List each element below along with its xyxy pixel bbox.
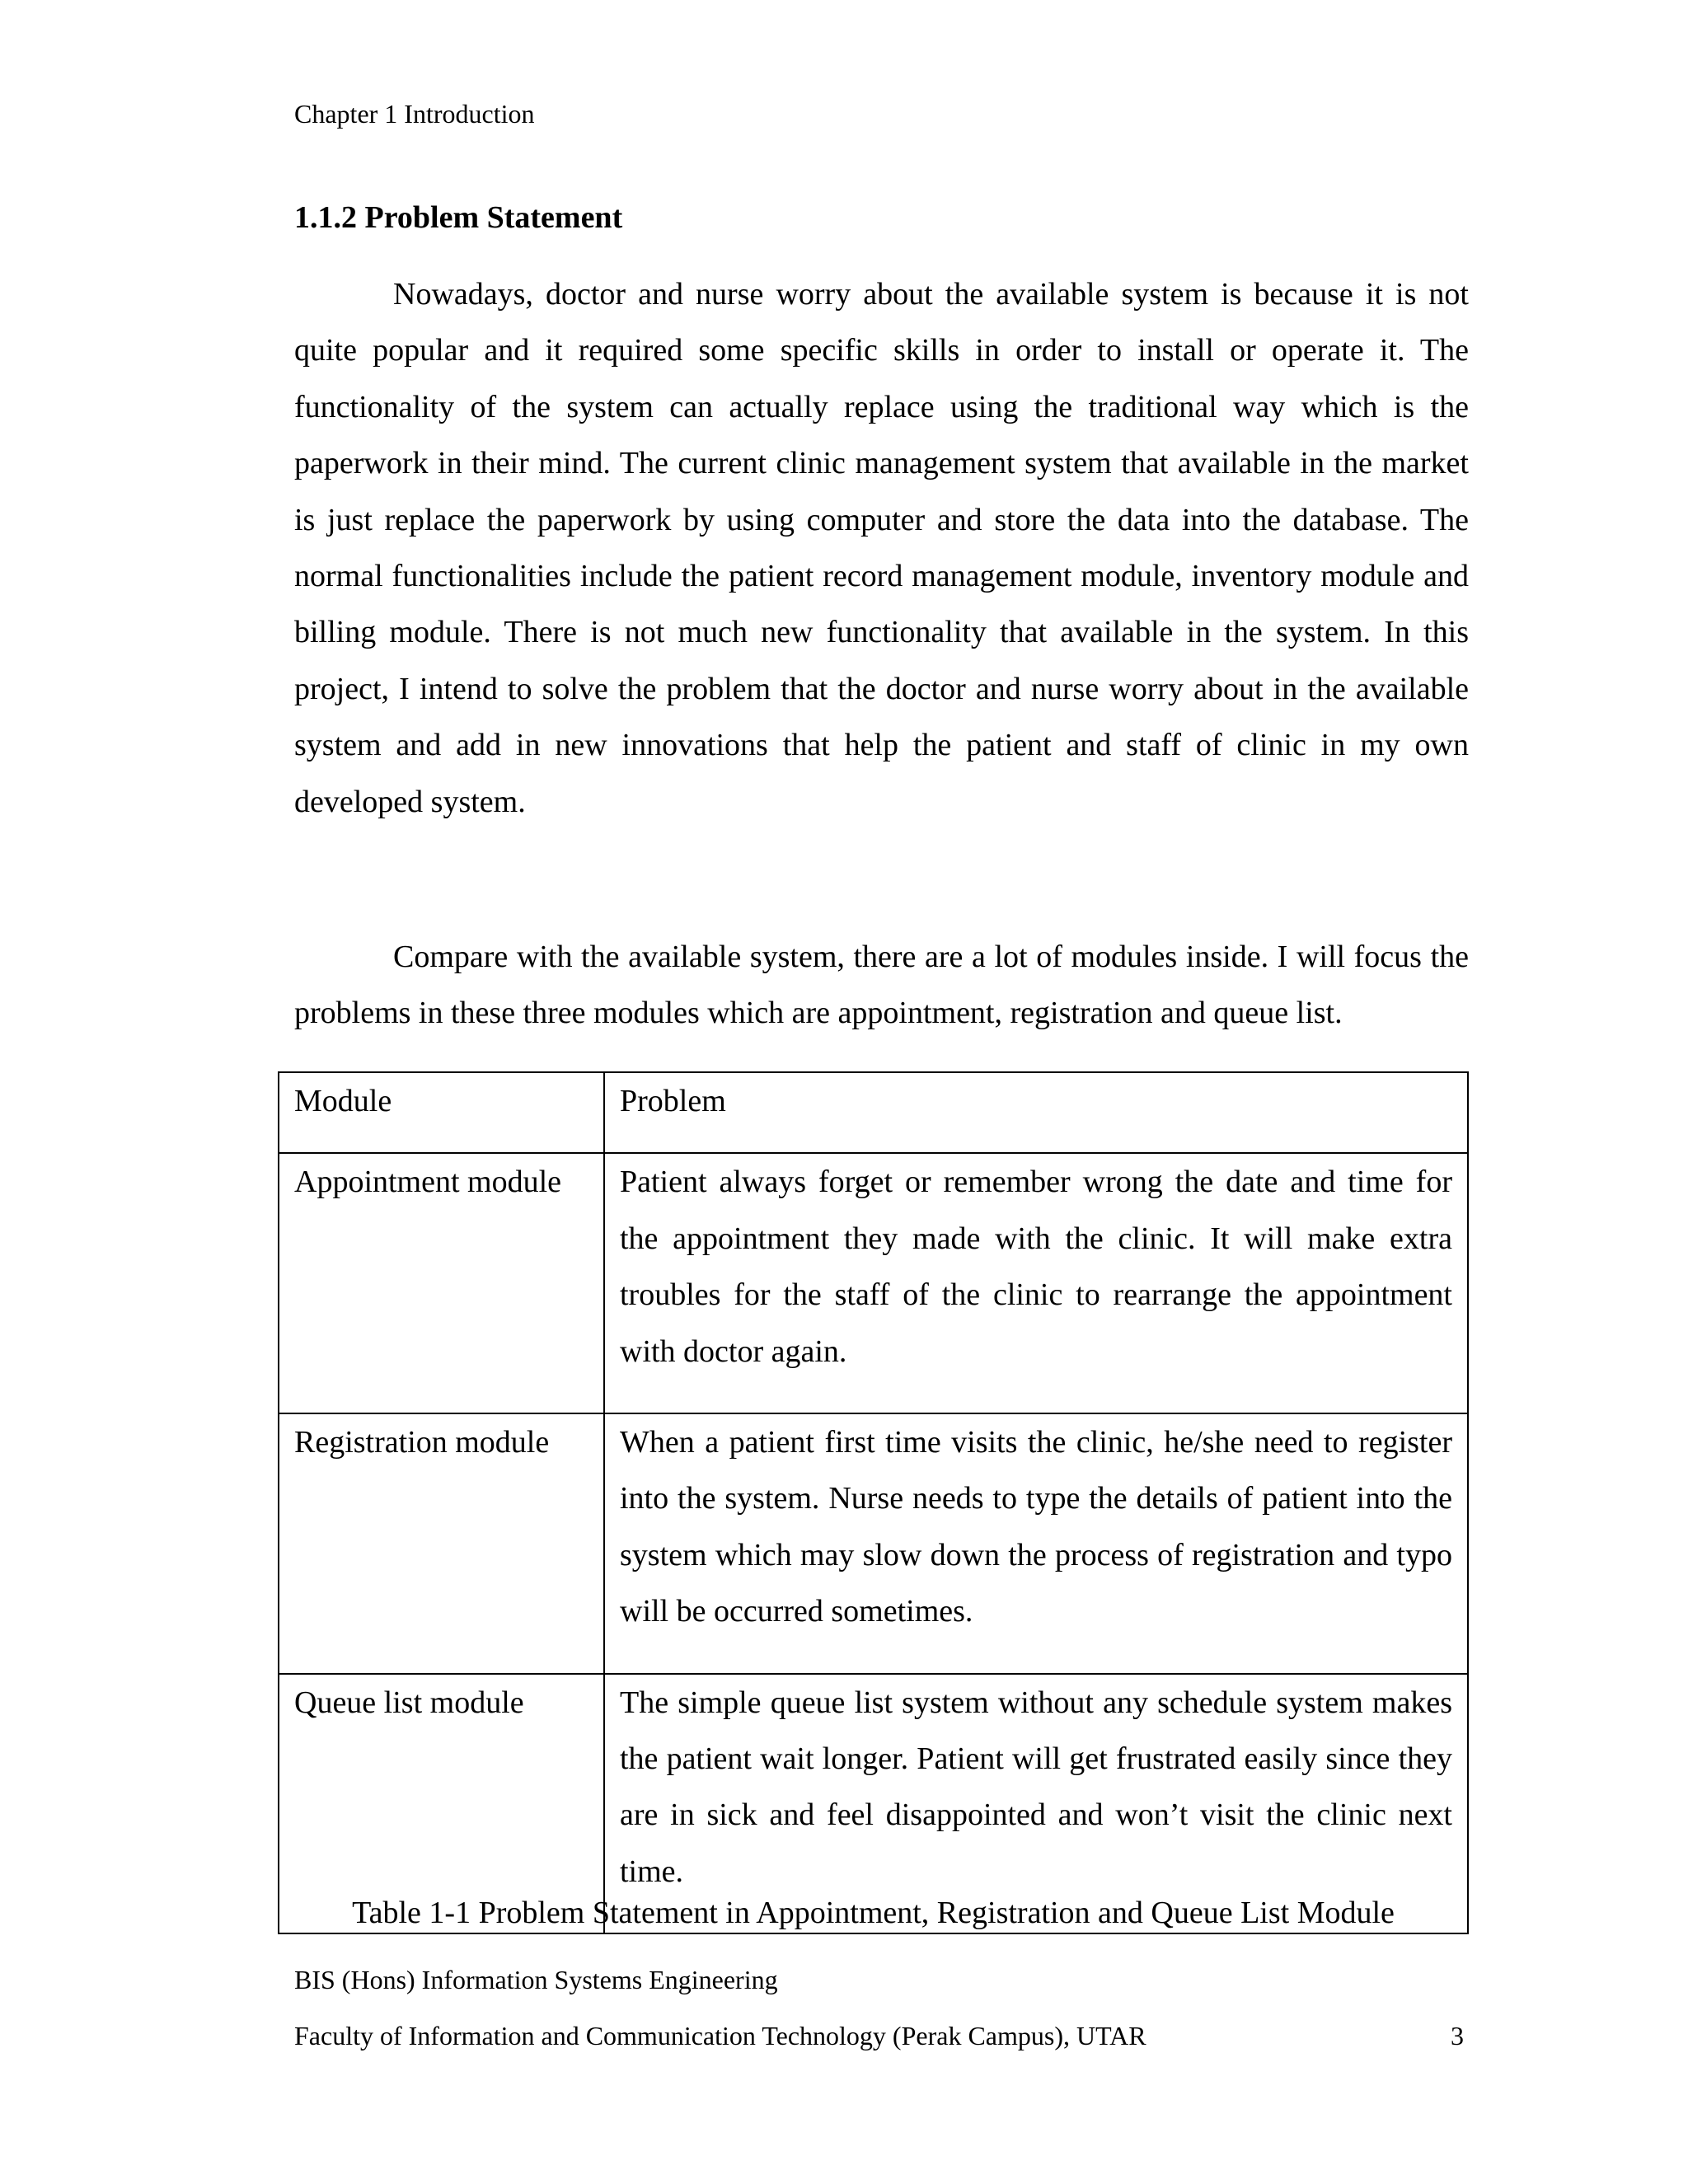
section-heading: 1.1.2 Problem Statement [294, 200, 623, 235]
problem-table [278, 1071, 1469, 1934]
module-cell: Queue list module [279, 1674, 604, 1934]
header-cell-module: Module [279, 1072, 604, 1153]
footer-programme: BIS (Hons) Information Systems Engineering [294, 1965, 778, 1994]
problem-cell: The simple queue list system without any schedule system makes the patient wait longer. Patient will get frustrated easily since they are in sick and feel disappointed and won’t visit the clinic next time. [604, 1674, 1468, 1934]
problem-cell: When a patient first time visits the clinic, he/she need to register into the system. Nurse needs to type the details of patient into the system which may slow down the process of registration and typo will be occurred sometimes. [604, 1413, 1468, 1674]
footer-faculty: Faculty of Information and Communication Technology (Perak Campus), UTAR [294, 2021, 1146, 2050]
problem-cell: Patient always forget or remember wrong the date and time for the appointment they made with the clinic. It will make extra troubles for the staff of the clinic to rearrange the appointment with doctor again. [604, 1153, 1468, 1413]
table-row [279, 1413, 1468, 1674]
running-header: Chapter 1 Introduction [294, 99, 535, 129]
module-cell: Appointment module [279, 1153, 604, 1413]
paragraph-text: Nowadays, doctor and nurse worry about the available system is because it is not quite popular and it required some specific skills in order to install or operate it. The functionality of the system can actually replace using the traditional way which is the paperwork in their mind. The current clinic management system that available in the market is just replace the paperwork by using computer and store the data into the database. The normal functionalities include the patient record management module, inventory module and billing module. There is not much new functionality that available in the system. In this project, I intend to solve the problem that the doctor and nurse worry about in the available system and add in new innovations that help the patient and staff of clinic in my own developed system. [294, 277, 1469, 819]
table-row [279, 1153, 1468, 1413]
paragraph-module-focus [294, 929, 1469, 1042]
table-caption: Table 1-1 Problem Statement in Appointment, Registration and Queue List Module [352, 1896, 1395, 1930]
page-number: 3 [1451, 2021, 1464, 2050]
paragraph-problem-overview [294, 266, 1469, 830]
module-cell: Registration module [279, 1413, 604, 1674]
paragraph-text: Compare with the available system, there are a lot of modules inside. I will focus the problems in these three modules which are appointment, registration and queue list. [294, 940, 1469, 1031]
table-header-row [279, 1072, 1468, 1153]
header-cell-problem: Problem [604, 1072, 1468, 1153]
